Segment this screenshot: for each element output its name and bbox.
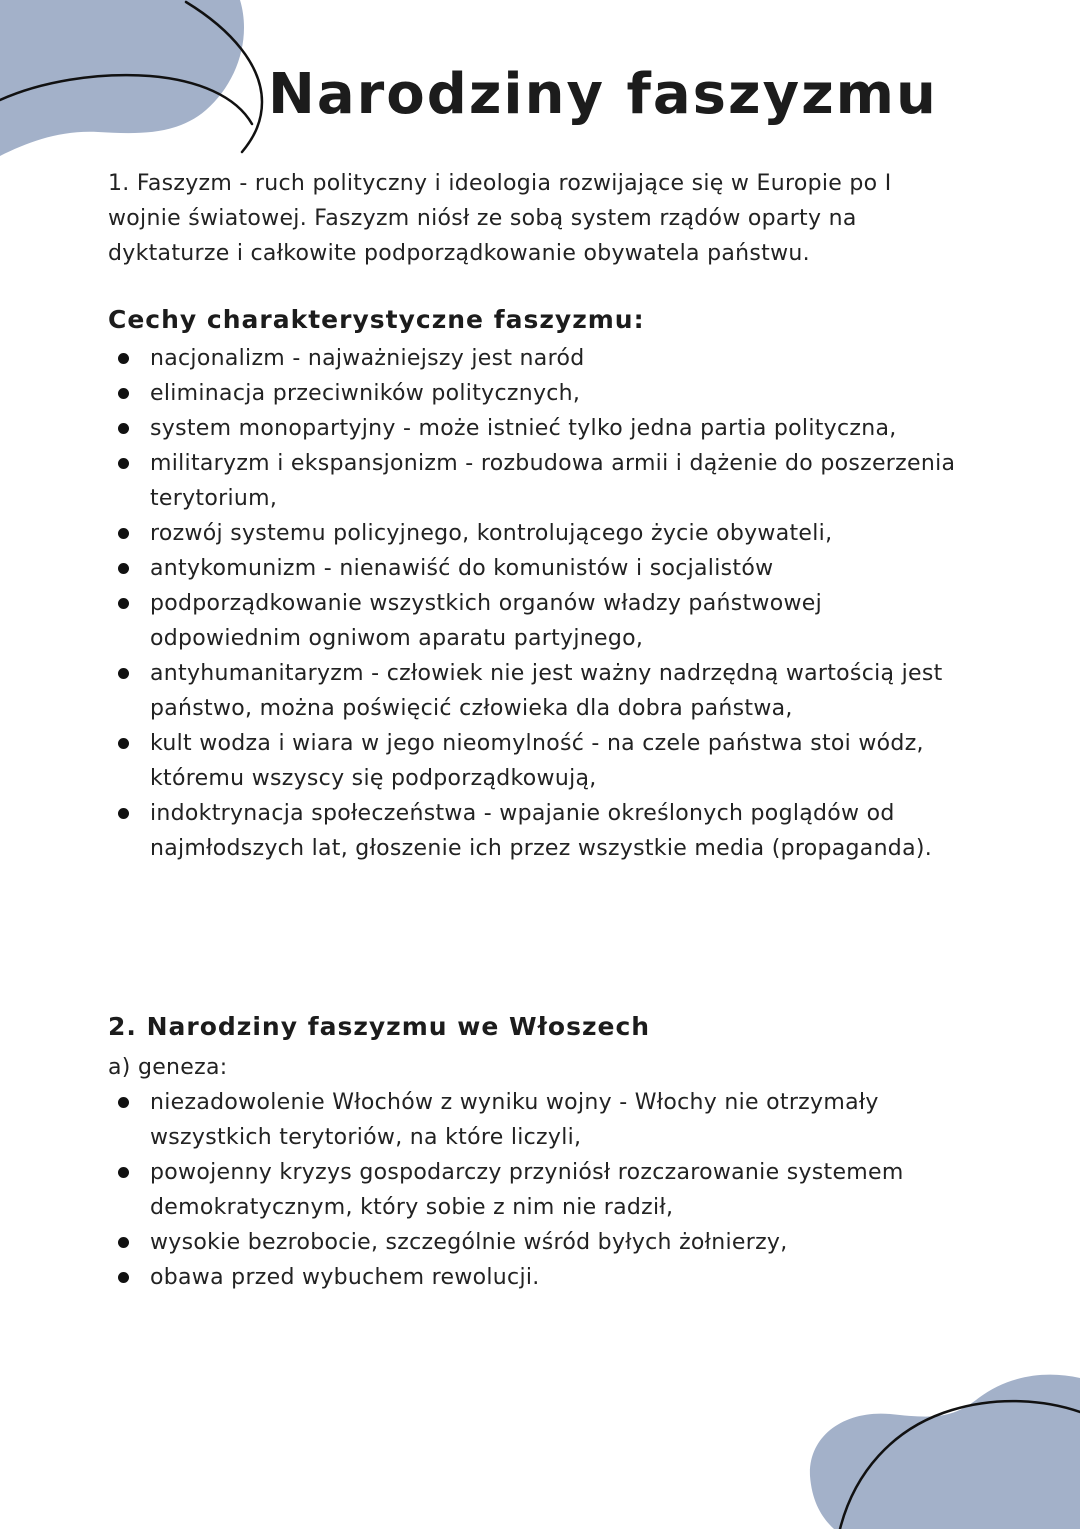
list-item (108, 726, 968, 796)
bullet-icon (118, 1167, 129, 1178)
list-item (108, 1155, 968, 1225)
intro-paragraph: 1. Faszyzm - ruch polityczny i ideologia rozwijające się w Europie po I wojnie światowej. Faszyzm niósł ze sobą system rządów oparty na dyktaturze i całkowite podporządkowanie obywatela państwu. (108, 171, 892, 266)
features-heading: Cechy charakterystyczne faszyzmu: (108, 305, 645, 334)
bullet-icon (118, 738, 129, 749)
decorative-blob-bottom-right (800, 1370, 1080, 1529)
list-item-text: nacjonalizm - najważniejszy jest naród (150, 346, 585, 371)
list-item (108, 656, 968, 726)
list-item-text: obawa przed wybuchem rewolucji. (150, 1265, 540, 1290)
list-item-text: indoktrynacja społeczeństwa - wpajanie określonych poglądów od najmłodszych lat, głoszenie ich przez wszystkie media (propaganda). (150, 801, 933, 861)
list-item (108, 1225, 968, 1260)
section-2-heading: 2. Narodziny faszyzmu we Włoszech (108, 1012, 651, 1041)
geneza-list (108, 1085, 968, 1295)
list-item (108, 411, 968, 446)
list-item (108, 341, 968, 376)
features-list (108, 341, 968, 866)
bullet-icon (118, 458, 129, 469)
bullet-icon (118, 1237, 129, 1248)
list-item-text: powojenny kryzys gospodarczy przyniósł rozczarowanie systemem demokratycznym, który sobie z nim nie radził, (150, 1160, 904, 1220)
list-item-text: militaryzm i ekspansjonizm - rozbudowa armii i dążenie do poszerzenia terytorium, (150, 451, 956, 511)
list-item-text: podporządkowanie wszystkich organów władzy państwowej odpowiednim ogniwom aparatu partyjnego, (150, 591, 822, 651)
bullet-icon (118, 598, 129, 609)
bullet-icon (118, 563, 129, 574)
list-item (108, 551, 968, 586)
list-item (108, 586, 968, 656)
page-title: Narodziny faszyzmu (268, 62, 938, 127)
bullet-icon (118, 1272, 129, 1283)
bullet-icon (118, 423, 129, 434)
bullet-icon (118, 668, 129, 679)
decorative-blob-top-left (0, 0, 300, 160)
list-item-text: rozwój systemu policyjnego, kontrolującego życie obywateli, (150, 521, 833, 546)
list-item-text: niezadowolenie Włochów z wyniku wojny - Włochy nie otrzymały wszystkich terytoriów, na które liczyli, (150, 1090, 879, 1150)
list-item (108, 376, 968, 411)
list-item (108, 516, 968, 551)
bullet-icon (118, 808, 129, 819)
bullet-icon (118, 353, 129, 364)
list-item-text: eliminacja przeciwników politycznych, (150, 381, 581, 406)
list-item-text: antykomunizm - nienawiść do komunistów i socjalistów (150, 556, 774, 581)
list-item (108, 1085, 968, 1155)
bullet-icon (118, 528, 129, 539)
list-item (108, 446, 968, 516)
bullet-icon (118, 1097, 129, 1108)
list-item-text: system monopartyjny - może istnieć tylko jedna partia polityczna, (150, 416, 897, 441)
list-item-text: kult wodza i wiara w jego nieomylność - na czele państwa stoi wódz, któremu wszyscy się podporządkowują, (150, 731, 924, 791)
bullet-icon (118, 388, 129, 399)
list-item-text: wysokie bezrobocie, szczególnie wśród byłych żołnierzy, (150, 1230, 788, 1255)
list-item-text: antyhumanitaryzm - człowiek nie jest ważny nadrzędną wartością jest państwo, można poświęcić człowieka dla dobra państwa, (150, 661, 943, 721)
geneza-heading: a) geneza: (108, 1055, 228, 1080)
list-item (108, 1260, 968, 1295)
list-item (108, 796, 968, 866)
